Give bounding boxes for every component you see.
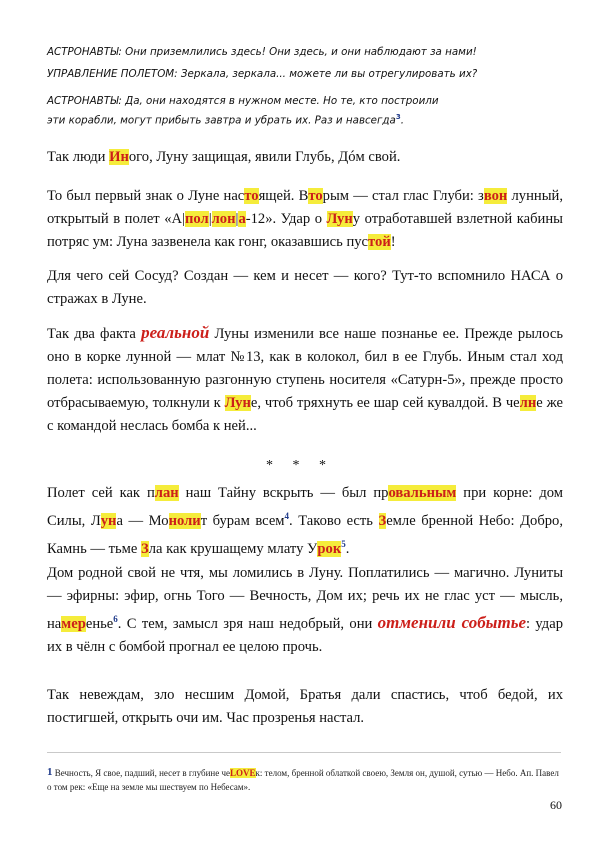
footnote-number: 1 — [47, 766, 53, 778]
paragraph-4: Так два факта реальной Луны изменили все наше познанье ее. Прежде рылось оно в корке лунной — млат №13, как в колокол, бил в ее Глубь. Иным стал ход полета: использованную разгонную ступень носителя «Сатурн-5», прежде просто отбрасываемую, толкнули к Луне, чтоб тряхнуть ее шар сей кувалдой. В челне же с командой неслась бомба к ней... — [47, 323, 563, 434]
highlight: той — [368, 234, 391, 250]
footnote-ref[interactable]: 6 — [113, 614, 118, 624]
emphasis: реальной — [141, 323, 210, 342]
highlight: Лун — [224, 395, 251, 411]
page-number: 60 — [550, 798, 562, 812]
highlight: вон — [483, 188, 508, 204]
footnote-ref[interactable]: 5 — [341, 538, 346, 549]
highlight: лон — [211, 211, 236, 227]
highlight: LOVE — [230, 768, 256, 778]
dialogue-text: УПРАВЛЕНИЕ ПОЛЕТОМ: Зеркала, зеркала... можете ли вы отрегулировать их? — [47, 68, 478, 80]
highlight: ноли — [168, 512, 201, 529]
highlight: то — [244, 188, 259, 204]
dialogue-line-3: АСТРОНАВТЫ: Да, они находятся в нужном месте. Но те, кто построили эти корабли, могут прибыть завтра и убрать их. Раз и навсегда$^3$. — [47, 95, 439, 127]
highlight: пол — [184, 211, 209, 227]
highlight: лн — [519, 395, 537, 411]
highlight: Лун — [326, 211, 353, 227]
paragraph-6: Дом родной свой не чтя, мы ломились в Луну. Поплатились — магично. Луниты — эфирны: эфир, огнь Того — Вечность, Дом их; речь их не глас уст — мысль, намеренье$^6$. С тем, замысл зря наш недобрый, они отменили событье: удар их в чёлн с бомбой прогнал ее целою прочь. — [47, 565, 564, 655]
paragraph-7: Так невеждам, зло несшим Домой, Братья дали спастись, чтоб бедой, их постигшей, открыть очи им. Час прозренья настал. — [47, 687, 563, 726]
dialogue-text: эти корабли, могут прибыть завтра и убрать их. Раз и навсегда — [47, 114, 396, 127]
paragraph-1: Так люди Иного, Луну защищая, явили Глубь, Дóм свой. — [47, 149, 401, 165]
emphasis: отменили событье — [377, 612, 527, 632]
dialogue-line-2 — [47, 66, 567, 82]
footnote-ref[interactable]: 3 — [395, 113, 401, 121]
paragraph-2: То был первый знак о Луне настоящей. Вторым — стал глас Глуби: звон лунный, открытый в полет «А|пол|лон|а-12». Удар о Луну отработавшей взлетной кабины потряс ум: Луна зазвенела как гонг, оказавшись пустой! — [47, 188, 563, 250]
highlight: то — [308, 188, 323, 204]
footnote-ref[interactable]: 4 — [284, 511, 290, 521]
section-separator: * * * — [266, 458, 334, 473]
footnote: 1 Вечность, Я свое, падший, несет в глубине чеLOVEк: телом, бренной облаткой своею, Земля он, душой, сутью — Небо. Ап. Павел о том рек: «Еще на земле мы шествуем по Небесам». — [47, 766, 559, 792]
highlight: З — [141, 540, 149, 557]
footnote-divider — [47, 752, 561, 753]
highlight: овальным — [388, 485, 457, 501]
highlight: а — [238, 211, 246, 227]
highlight: рок — [317, 540, 342, 557]
paragraph-5: Полет сей как план наш Тайну вскрыть — был провальным при корне: дом Силы, Луна — Монолит бурам всем$^4$. Таково есть Земле бренной Небо: Добро, Камнь — тьме Зла как крушащему млату Урок$^5$. — [47, 485, 563, 557]
highlight: З — [378, 512, 387, 529]
dialogue-text: АСТРОНАВТЫ: Они приземлились здесь! Они здесь, и они наблюдают за нами! — [47, 46, 477, 58]
highlight: мер — [61, 615, 86, 632]
highlight: лан — [154, 485, 179, 501]
dialogue-line-1 — [47, 44, 567, 60]
highlight: ун — [100, 512, 117, 529]
highlight: Ин — [109, 149, 129, 165]
paragraph-3: Для чего сей Сосуд? Создан — кем и несет — кого? Тут-то вспомнило НАСА о стражах в Луне. — [47, 268, 563, 307]
dialogue-text: АСТРОНАВТЫ: Да, они находятся в нужном месте. Но те, кто построили — [47, 95, 439, 107]
